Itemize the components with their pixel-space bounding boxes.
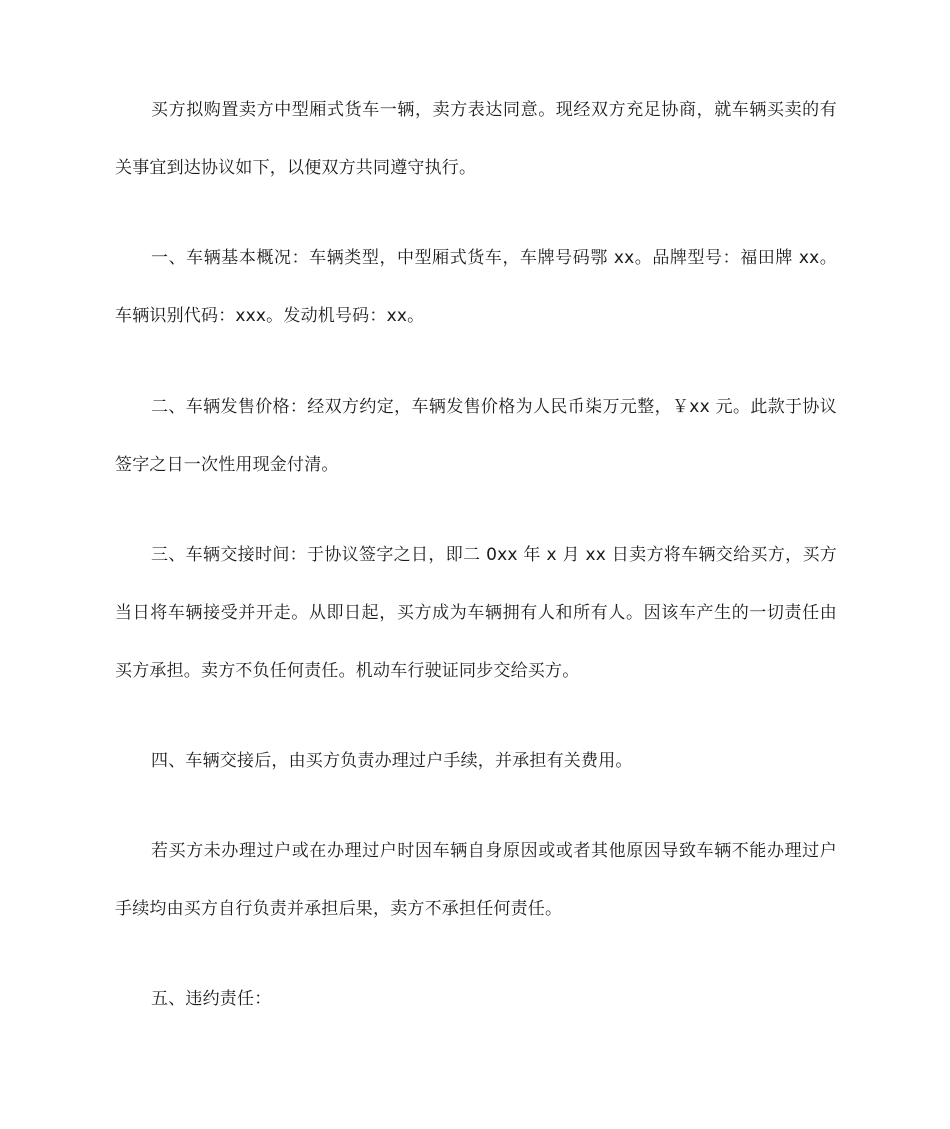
paragraph-transfer-procedure: 四、车辆交接后，由买方负责办理过户手续，并承担有关费用。 <box>151 751 633 771</box>
paragraph-sale-price: 二、车辆发售价格：经双方约定，车辆发售价格为人民币柒万元整，￥xx 元。此款于协议签字之日一次性用现金付清。 <box>115 397 837 475</box>
paragraph-handover-time: 三、车辆交接时间：于协议签字之日，即二 0xx 年 x 月 xx 日卖方将车辆交给买方，买方当日将车辆接受并开走。从即日起，买方成为车辆拥有人和所有人。因该车产生的一切责任由买方承担。卖方不负任何责任。机动车行驶证同步交给买方。 <box>115 545 837 681</box>
paragraph-purchase-intent: 买方拟购置卖方中型厢式货车一辆，卖方表达同意。现经双方充足协商，就车辆买卖的有关事宜到达协议如下，以便双方共同遵守执行。 <box>115 100 837 178</box>
paragraph-breach-liability: 五、违约责任： <box>151 989 272 1009</box>
paragraph-transfer-liability: 若买方未办理过户或在办理过户时因车辆自身原因或或者其他原因导致车辆不能办理过户手续均由买方自行负责并承担后果，卖方不承担任何责任。 <box>115 841 837 919</box>
paragraph-vehicle-overview: 一、车辆基本概况：车辆类型，中型厢式货车，车牌号码鄂 xx。品牌型号：福田牌 xx。车辆识别代码：xxx。发动机号码：xx。 <box>115 248 837 326</box>
